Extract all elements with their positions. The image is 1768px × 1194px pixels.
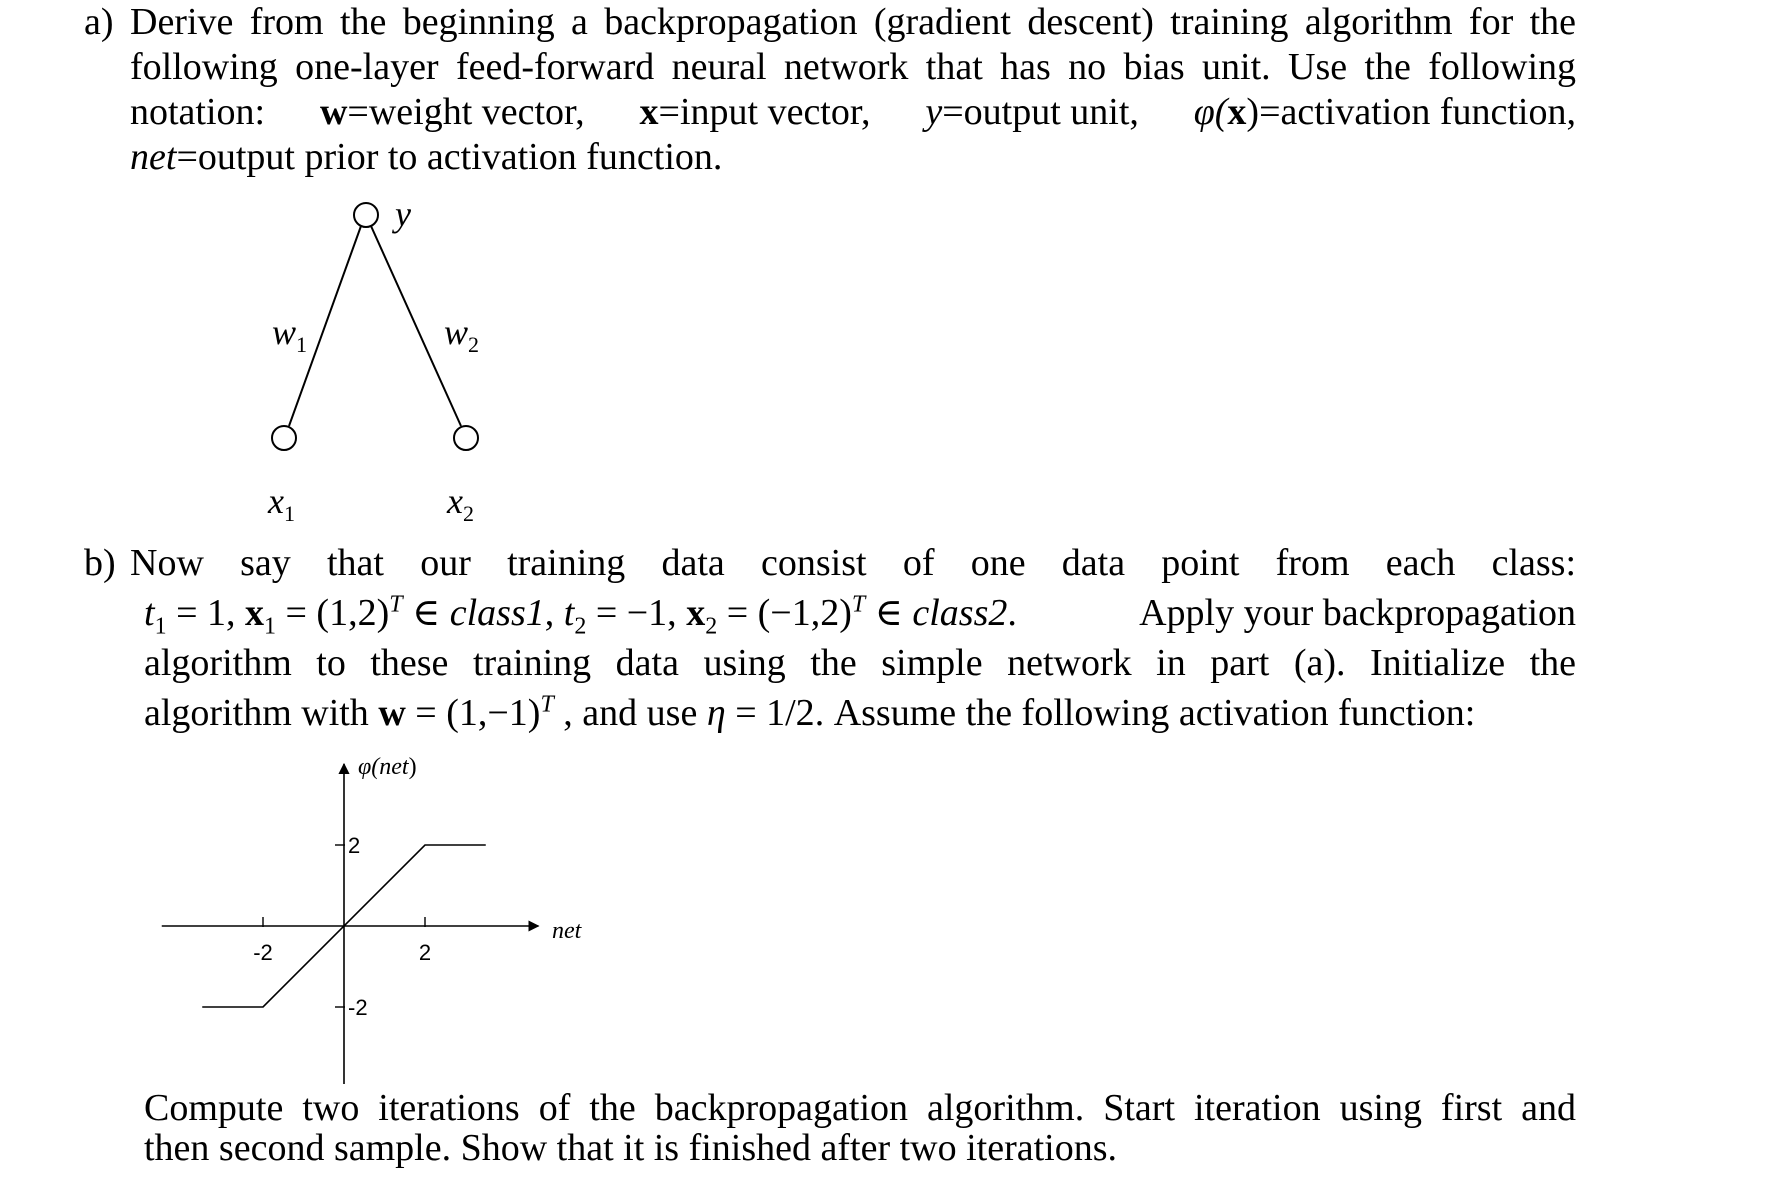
final-text (144, 1088, 1576, 1168)
part-b-label: b) (84, 542, 116, 584)
part-b-line-2: $t_1 = 1$, $x_1 = (1,2)^T$ ∈ class1, $t_2 = -1$, $x_2 = (-1,2)^T$ ∈ class2. Apply your backpropagation (144, 591, 1576, 640)
chart-x-label: net (552, 918, 582, 944)
output-label: y (395, 194, 411, 234)
y-tick-label-2: -2 (348, 995, 368, 1020)
input-label-2: $x_2$ (447, 481, 474, 527)
input-label-1: $x_1$ (268, 481, 295, 527)
part-a-line-4: net=output prior to activation function. (130, 136, 723, 178)
part-b-line-3: algorithm to these training data using the simple network in part (a). Initialize the (144, 642, 1576, 684)
part-b-line-1: Now say that our training data consist of one data point from each class: (130, 542, 1576, 584)
part-a-label: a) (84, 1, 114, 43)
part-a-line-1: Derive from the beginning a backpropagation (gradient descent) training algorithm for the (130, 1, 1576, 43)
chart-y-label: φ(net) (358, 754, 417, 780)
y-tick-label-1: 2 (348, 833, 361, 858)
final-line-1: Compute two iterations of the backpropagation algorithm. Start iteration using first and (144, 1087, 1576, 1129)
part-b-line-4: algorithm with $w = (1,-1)^T$ , and use η = 1/2. Assume the following activation function: (144, 691, 1476, 734)
final-line-2: then second sample. Show that it is finished after two iterations. (144, 1127, 1118, 1169)
weight-label-1: $w_1$ (272, 312, 308, 358)
part-a-line-3: notation: w=weight vector, x=input vector, y=output unit, φ(x)=activation function, (130, 91, 1576, 133)
part-a-line-2: following one-layer feed-forward neural network that has no bias unit. Use the following (130, 46, 1576, 88)
x-tick-label-1: -2 (253, 940, 273, 965)
weight-label-2: $w_2$ (444, 312, 480, 358)
x-tick-label-2: 2 (418, 940, 432, 965)
